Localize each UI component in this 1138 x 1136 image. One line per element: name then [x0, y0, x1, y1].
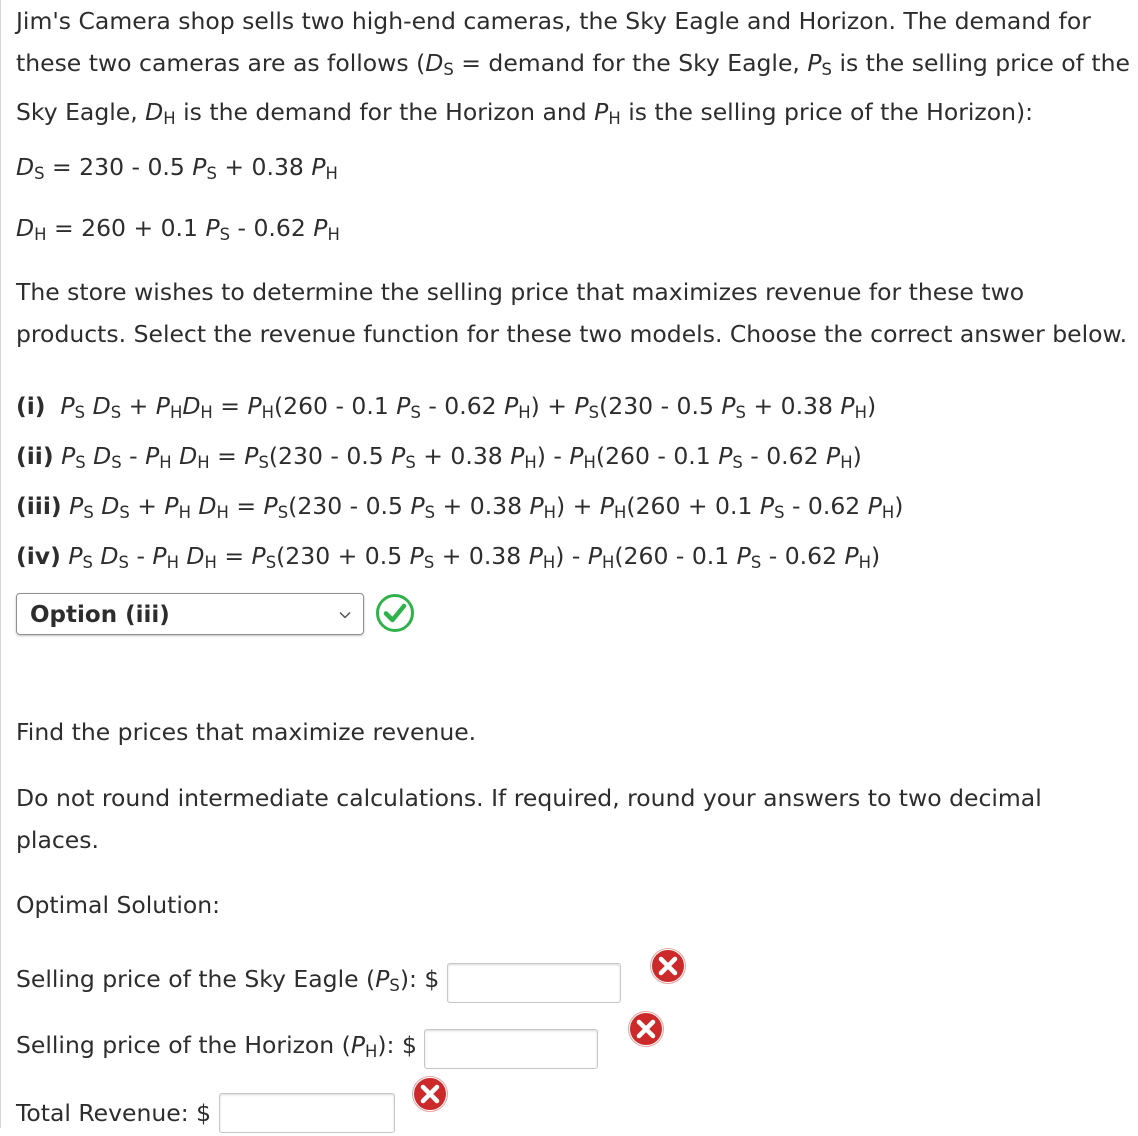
optimal-solution-heading: Optimal Solution: [16, 891, 221, 919]
option-iv: (iv) $P_S$ $D_S - P_H$ $D_H = P_S(230 + 0.5$ $P_S + 0.38$ $P_H) - P_H(260 - 0.1$ $P_S - 0.62$ $P_H$) [16, 542, 881, 572]
incorrect-x-icon [411, 1075, 449, 1113]
option-iii: (iii) $P_S$ $D_S + P_H$ $D_H = P_S(230 - 0.5$ $P_S + 0.38$ $P_H) + P_H(260 + 0.1$ $P_S - 0.62$ $P_H$) [16, 492, 904, 522]
dropdown-value: Option (iii) [30, 602, 170, 628]
incorrect-x-icon [649, 947, 687, 985]
demand-equation-sky-eagle: $D_S = 230 - 0.5$ $P_S + 0.38$ $P_H$ [16, 153, 338, 183]
horizon-price-row: Selling price of the Horizon $(P_H)$: $ [16, 1022, 1131, 1068]
option-select-row [16, 593, 1131, 653]
instructions-paragraph: The store wishes to determine the selling price that maximizes revenue for these two products. Select the revenue function for these two models. Choose the correct answer below. [16, 278, 1128, 348]
total-revenue-row: Total Revenue: $ [16, 1088, 1131, 1134]
incorrect-x-icon [627, 1010, 665, 1048]
find-prices-prompt: Find the prices that maximize revenue. [16, 718, 477, 746]
ps-symbol: $P_S$ [807, 49, 832, 79]
left-border [0, 0, 1, 1128]
intro-paragraph: Jim's Camera shop sells two high-end cameras, the Sky Eagle and Horizon. The demand for these two cameras are as follows ($D_S$ = demand for the Sky Eagle, $P_S$ is the selling price of the Sky Eagle, $D_H$ is the demand for the Horizon and $P_H$ is the selling price of the Horizon): [16, 7, 1130, 128]
option-i: (i) $P_S$ $D_S + P_HD_H = P_H(260 - 0.1$ $P_S - 0.62$ $P_H) + P_S(230 - 0.5$ $P_S + 0.38$ $P_H$) [16, 392, 877, 422]
correct-check-icon [375, 593, 415, 633]
question-content [16, 0, 1131, 1134]
sky-eagle-price-input[interactable] [447, 963, 621, 1003]
sky-eagle-price-row: Selling price of the Sky Eagle $(P_S)$: $ [16, 956, 1131, 1002]
dh-symbol: $D_H$ [145, 98, 176, 128]
ph-symbol: $P_H$ [594, 98, 621, 128]
option-dropdown[interactable] [16, 593, 364, 635]
chevron-down-icon [339, 609, 351, 621]
total-revenue-input[interactable] [219, 1093, 395, 1133]
option-ii: (ii) $P_S$ $D_S - P_H$ $D_H = P_S(230 - 0.5$ $P_S + 0.38$ $P_H) - P_H(260 - 0.1$ $P_S - 0.62$ $P_H$) [16, 442, 862, 472]
horizon-price-input[interactable] [424, 1029, 598, 1069]
rounding-instructions: Do not round intermediate calculations. If required, round your answers to two decimal places. [16, 783, 1042, 854]
ds-symbol: $D_S$ [425, 49, 454, 79]
answer-options [16, 381, 1131, 581]
demand-equation-horizon: $D_H = 260 + 0.1$ $P_S - 0.62$ $P_H$ [16, 214, 340, 244]
